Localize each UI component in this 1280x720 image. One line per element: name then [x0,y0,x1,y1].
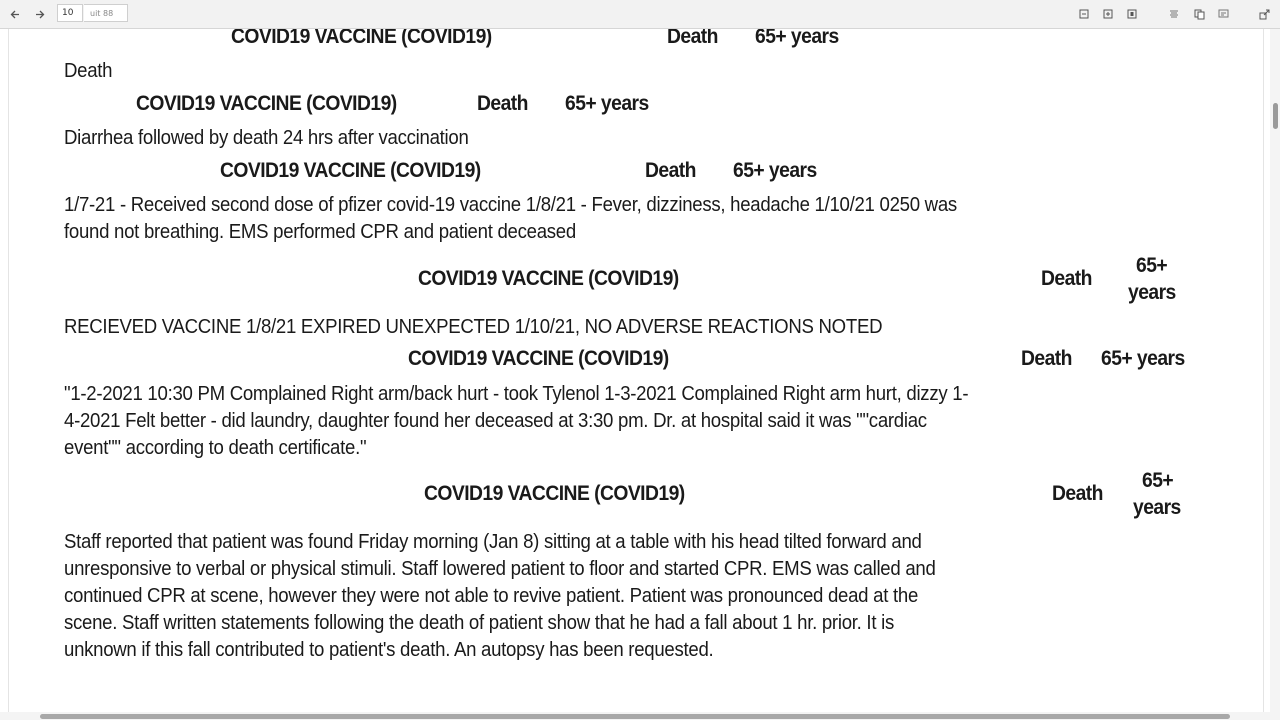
event-description-line: unresponsive to verbal or physical stimuli. Staff lowered patient to floor and started CPR. EMS was called and [64,558,936,580]
presentation-icon[interactable] [1213,4,1233,24]
vaccine-name: COVID19 VACCINE (COVID19) [220,159,481,182]
event-description-line: "1-2-2021 10:30 PM Complained Right arm/back hurt - took Tylenol 1-3-2021 Complained Right arm hurt, dizzy 1- [64,383,969,405]
vaccine-name: COVID19 VACCINE (COVID19) [424,482,685,505]
page-number-input[interactable] [57,4,83,22]
arrow-left-icon[interactable] [5,4,25,24]
event-description: RECIEVED VACCINE 1/8/21 EXPIRED UNEXPECTED 1/10/21, NO ADVERSE REACTIONS NOTED [64,316,883,338]
fit-page-icon[interactable] [1122,4,1142,24]
event-description: Death [64,60,113,82]
document-viewport[interactable] [0,29,1270,712]
event-description-line: continued CPR at scene, however they were not able to revive patient. Patient was pronounced dead at the [64,585,919,607]
event-description-line: Staff reported that patient was found Friday morning (Jan 8) sitting at a table with his head tilted forward and [64,531,922,553]
fullscreen-icon[interactable] [1254,4,1274,24]
age-group-label: 65+ [1136,254,1168,277]
event-description-line: event"" according to death certificate." [64,437,367,459]
zoom-out-icon[interactable] [1074,4,1094,24]
pdf-toolbar [0,0,1280,29]
vaccine-name: COVID19 VACCINE (COVID19) [136,92,397,115]
age-group-label: 65+ years [733,159,817,182]
event-description-line: 1/7-21 - Received second dose of pfizer covid-19 vaccine 1/8/21 - Fever, dizziness, headache 1/10/21 0250 was [64,194,957,216]
text-align-icon[interactable] [1164,4,1184,24]
event-description-line: found not breathing. EMS performed CPR and patient deceased [64,221,576,243]
outcome-label: Death [645,159,696,182]
age-group-label: 65+ [1142,469,1174,492]
event-description-line: 4-2021 Felt better - did laundry, daughter found her deceased at 3:30 pm. Dr. at hospital said it was ""cardiac [64,410,927,432]
age-group-label: 65+ years [755,29,839,48]
copy-icon[interactable] [1189,4,1209,24]
outcome-label: Death [1021,347,1072,370]
event-description-line: scene. Staff written statements following the death of patient show that he had a fall about 1 hr. prior. It is [64,612,894,634]
horizontal-scrollbar[interactable] [0,712,1280,720]
vaccine-name: COVID19 VACCINE (COVID19) [231,29,492,48]
outcome-label: Death [667,29,718,48]
age-group-label: years [1133,496,1181,519]
event-description: Diarrhea followed by death 24 hrs after vaccination [64,127,469,149]
vaccine-name: COVID19 VACCINE (COVID19) [418,267,679,290]
outcome-label: Death [1041,267,1092,290]
zoom-in-icon[interactable] [1098,4,1118,24]
age-group-label: 65+ years [1101,347,1185,370]
age-group-label: 65+ years [565,92,649,115]
outcome-label: Death [477,92,528,115]
horizontal-scroll-thumb[interactable] [40,714,1230,719]
vaccine-name: COVID19 VACCINE (COVID19) [408,347,669,370]
outcome-label: Death [1052,482,1103,505]
arrow-right-icon[interactable] [29,4,49,24]
age-group-label: years [1128,281,1176,304]
page-total-label: uit 88 [84,4,128,22]
event-description-line: unknown if this fall contributed to patient's death. An autopsy has been requested. [64,639,714,661]
vertical-scroll-thumb[interactable] [1273,103,1278,129]
vertical-scrollbar[interactable] [1270,29,1280,712]
